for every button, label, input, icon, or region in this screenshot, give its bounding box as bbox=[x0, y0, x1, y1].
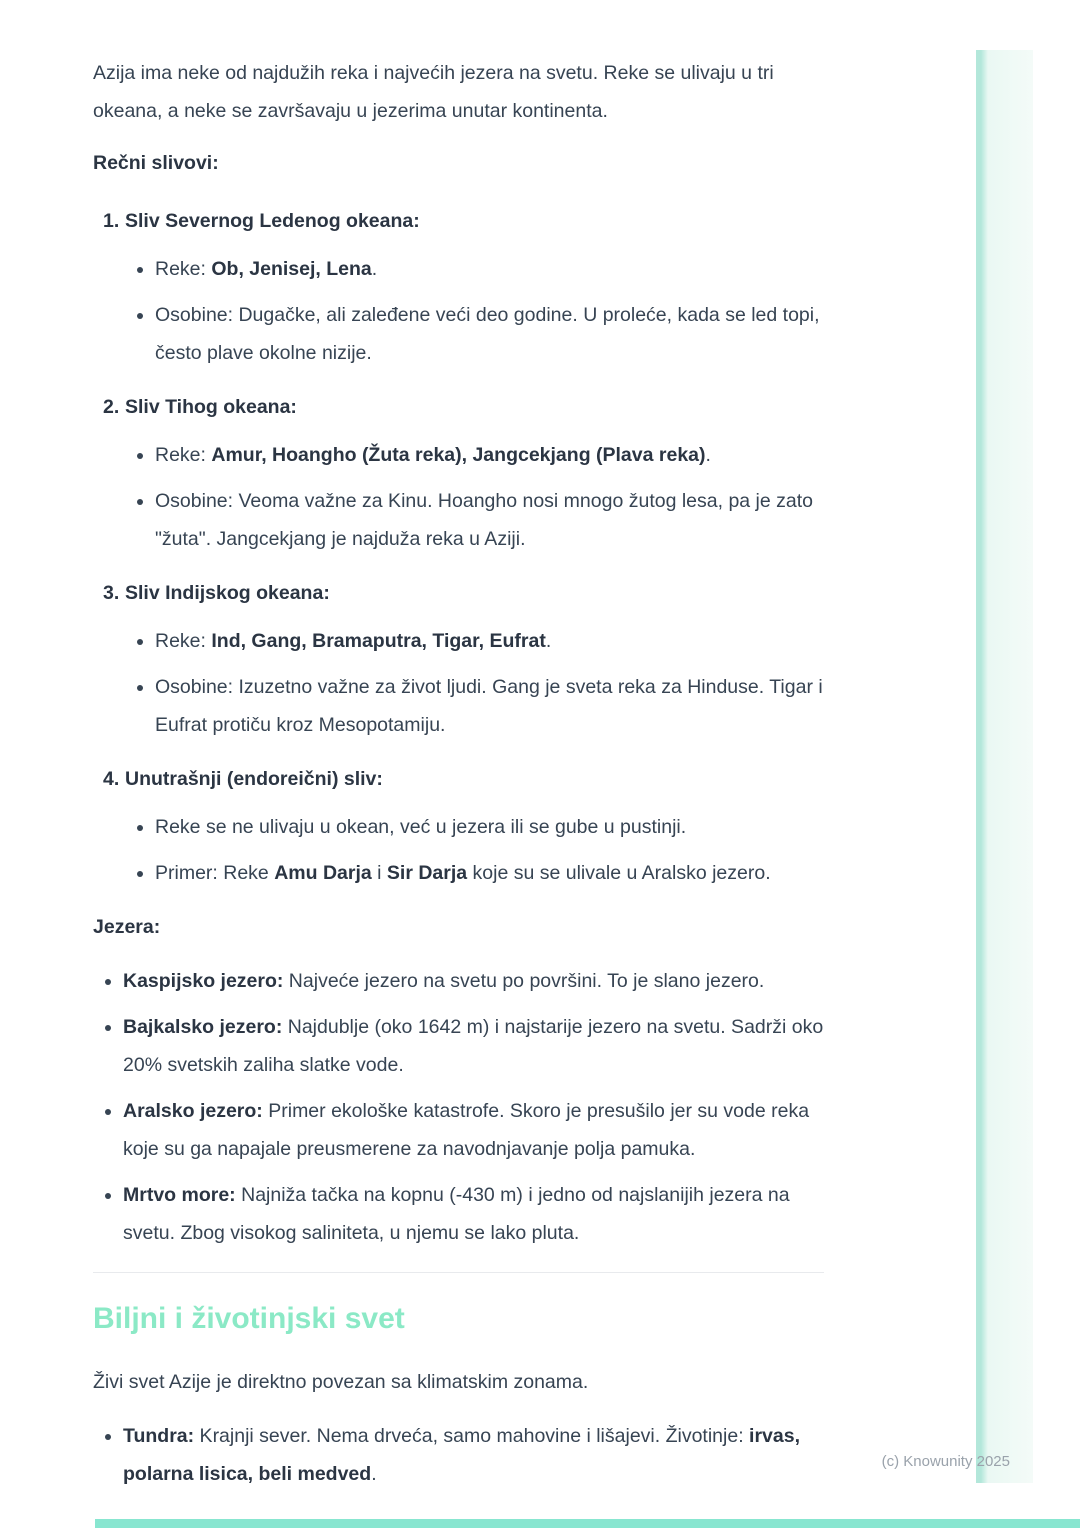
basin-title-text: Sliv Tihog okeana: bbox=[125, 396, 297, 418]
river-basin-list bbox=[93, 202, 837, 892]
basin-number: 3. bbox=[103, 582, 120, 604]
bullet-item: • Reke: Ob, Jenisej, Lena. bbox=[155, 250, 837, 288]
basin-bullet-list bbox=[103, 250, 837, 372]
flora-fauna-list bbox=[93, 1417, 837, 1493]
basin-title-text: Sliv Severnog Ledenog okeana: bbox=[125, 210, 420, 232]
section-divider bbox=[93, 1272, 824, 1273]
bullet-item: • Osobine: Dugačke, ali zaleđene veći deo godine. U proleće, kada se led topi, često plave okolne nizije. bbox=[155, 296, 837, 372]
basin-title bbox=[103, 760, 837, 798]
flora-fauna-heading: Biljni i životinjski svet bbox=[93, 1302, 405, 1335]
basin-item bbox=[103, 388, 837, 558]
lake-item: • Kaspijsko jezero: Najveće jezero na svetu po površini. To je slano jezero. bbox=[123, 962, 837, 1000]
basin-title bbox=[103, 574, 837, 612]
basin-number: 4. bbox=[103, 768, 120, 790]
lakes-section-heading: Jezera: bbox=[93, 916, 161, 938]
bullet-item: • Reke: Amur, Hoangho (Žuta reka), Jangcekjang (Plava reka). bbox=[155, 436, 837, 474]
bullet-item: • Osobine: Izuzetno važne za život ljudi. Gang je sveta reka za Hinduse. Tigar i Eufrat protiču kroz Mesopotamiju. bbox=[155, 668, 837, 744]
basin-bullet-list bbox=[103, 808, 837, 892]
basin-item bbox=[103, 202, 837, 372]
basin-item bbox=[103, 760, 837, 892]
bottom-accent-bar bbox=[95, 1519, 1080, 1528]
lake-item: • Aralsko jezero: Primer ekološke katastrofe. Skoro je presušilo jer su vode reka koje su ga napajale preusmerene za navodnjavanje polja pamuka. bbox=[123, 1092, 837, 1168]
biome-item: • Tundra: Krajnji sever. Nema drveća, samo mahovine i lišajevi. Životinje: irvas, polarna lisica, beli medved. bbox=[123, 1417, 837, 1493]
basin-number: 1. bbox=[103, 210, 120, 232]
intro-paragraph: Azija ima neke od najdužih reka i najvećih jezera na svetu. Reke se ulivaju u tri okeana, a neke se završavaju u jezerima unutar kontinenta. bbox=[93, 62, 774, 122]
basin-title bbox=[103, 202, 837, 240]
lakes-list bbox=[93, 962, 837, 1252]
document-content bbox=[93, 54, 837, 1493]
basin-number: 2. bbox=[103, 396, 120, 418]
knowunity-watermark: (c) Knowunity 2025 bbox=[881, 1453, 1010, 1470]
bullet-item: • Reke: Ind, Gang, Bramaputra, Tigar, Eufrat. bbox=[155, 622, 837, 660]
flora-fauna-intro: Živi svet Azije je direktno povezan sa klimatskim zonama. bbox=[93, 1371, 589, 1393]
right-accent-bar bbox=[976, 50, 1033, 1483]
basin-bullet-list bbox=[103, 622, 837, 744]
basin-title-text: Unutrašnji (endoreični) sliv: bbox=[125, 768, 383, 790]
basin-bullet-list bbox=[103, 436, 837, 558]
bullet-item: • Osobine: Veoma važne za Kinu. Hoangho nosi mnogo žutog lesa, pa je zato "žuta". Jangcekjang je najduža reka u Aziji. bbox=[155, 482, 837, 558]
bullet-item: • Primer: Reke Amu Darja i Sir Darja koje su se ulivale u Aralsko jezero. bbox=[155, 854, 837, 892]
lake-item: • Mrtvo more: Najniža tačka na kopnu (-430 m) i jedno od najslanijih jezera na svetu. Zbog visokog saliniteta, u njemu se lako pluta. bbox=[123, 1176, 837, 1252]
lake-item: • Bajkalsko jezero: Najdublje (oko 1642 m) i najstarije jezero na svetu. Sadrži oko 20% svetskih zaliha slatke vode. bbox=[123, 1008, 837, 1084]
bullet-item: • Reke se ne ulivaju u okean, već u jezera ili se gube u pustinji. bbox=[155, 808, 837, 846]
basin-title bbox=[103, 388, 837, 426]
basin-item bbox=[103, 574, 837, 744]
basin-title-text: Sliv Indijskog okeana: bbox=[125, 582, 330, 604]
rivers-section-heading: Rečni slivovi: bbox=[93, 152, 219, 174]
